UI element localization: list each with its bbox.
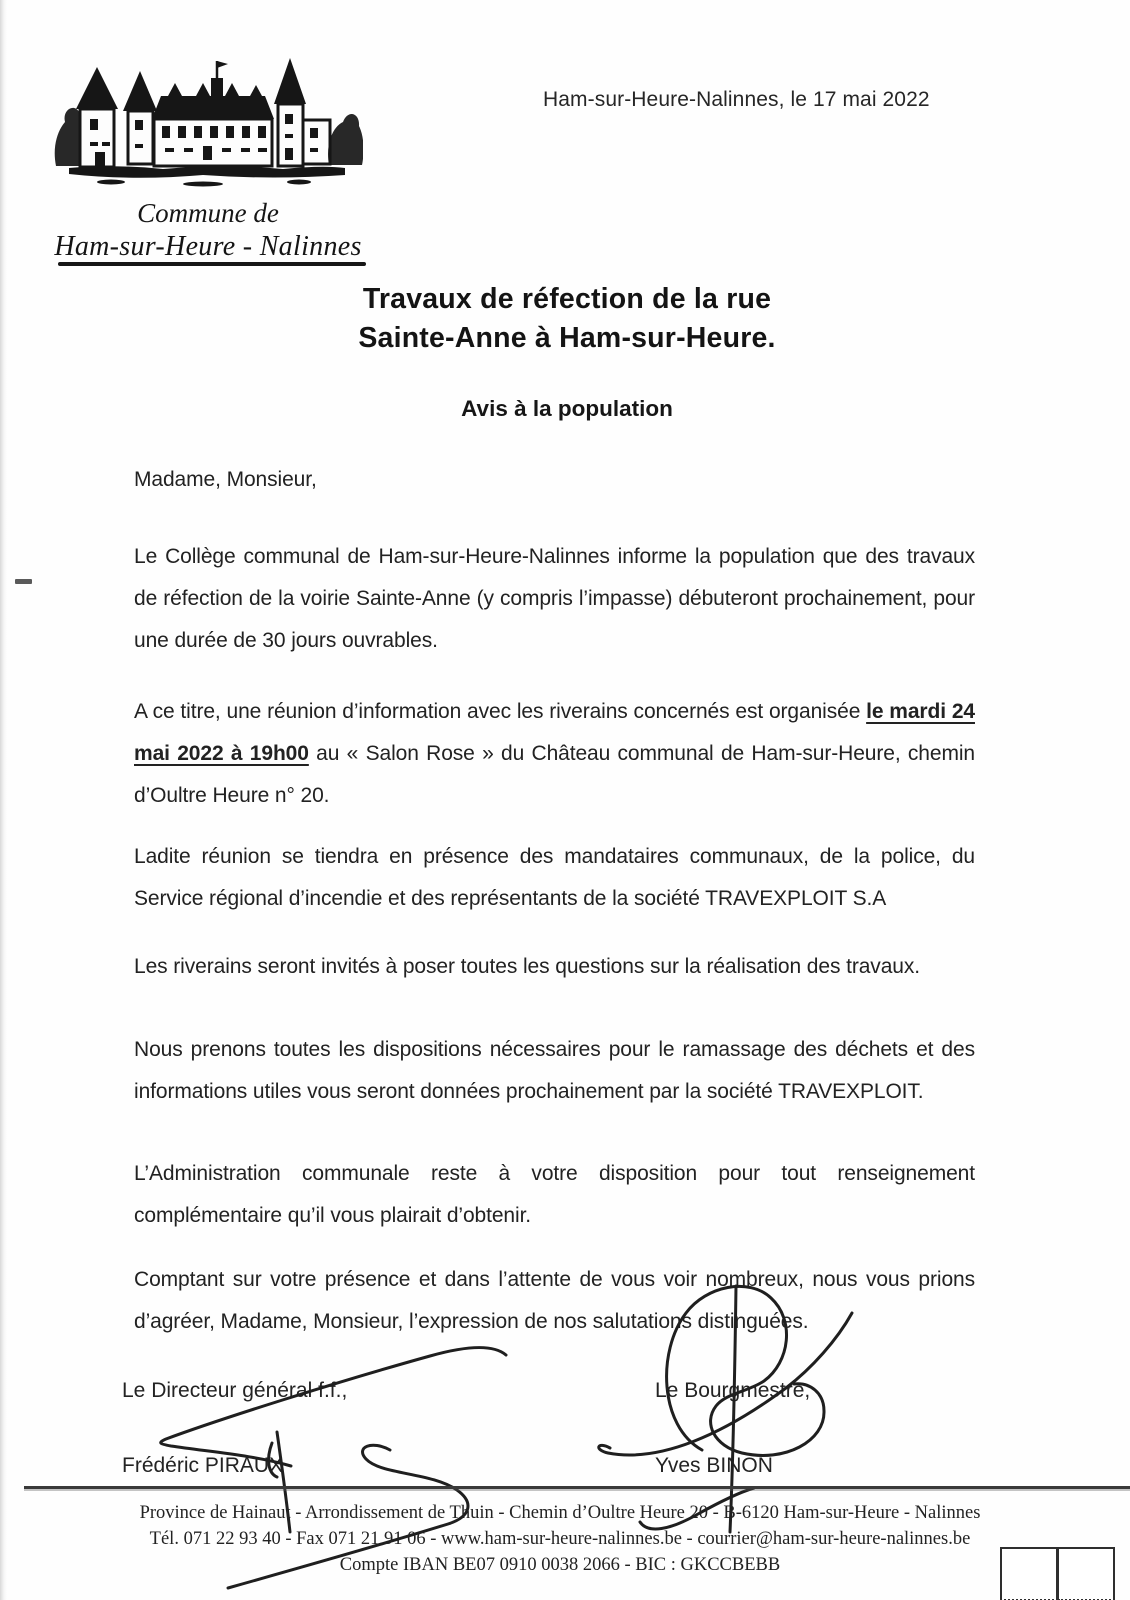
paragraph-attendees: Ladite réunion se tiendra en présence des mandataires communaux, de la police, du Service régional d’incendie et des représentants de la société TRAVEXPLOIT S.A <box>134 845 975 910</box>
meeting-date-highlight: le mardi 24 mai 2022 à 19h00 <box>134 700 975 765</box>
signature-name-piraux: Frédéric PIRAUX <box>122 1454 284 1477</box>
meeting-text-after: au « Salon Rose » du Château communal de Ham-sur-Heure, chemin d’Oultre Heure n° 20. <box>134 742 975 807</box>
date-line: Ham-sur-Heure-Nalinnes, le 17 mai 2022 <box>543 88 930 111</box>
letter-title <box>160 280 974 358</box>
footer-rule <box>24 1486 1130 1489</box>
org-name-line1: Commune de <box>137 198 279 228</box>
footer-bank-line: Compte IBAN BE07 0910 0038 2066 - BIC : GKCCBEBB <box>339 1555 781 1575</box>
paragraph-admin: L’Administration communale reste à votre disposition pour tout renseignement complémentaire qu’il vous plairait d’obtenir. <box>134 1162 975 1227</box>
stamp-box-right <box>1058 1547 1115 1600</box>
signature-role-bourgmestre: Le Bourgmestre, <box>655 1379 811 1402</box>
footer <box>75 1500 1045 1578</box>
letterhead-rule <box>58 262 366 266</box>
paragraph-meeting <box>134 691 975 817</box>
footer-contact-line: Tél. 071 22 93 40 - Fax 071 21 91 06 - www.ham-sur-heure-nalinnes.be - courrier@ham-sur-heure-nalinnes.be <box>149 1529 971 1549</box>
paragraph-intro: Le Collège communal de Ham-sur-Heure-Nalinnes informe la population que des travaux de réfection de la voirie Sainte-Anne (y compris l’impasse) débuteront prochainement, pour une durée de 30 jours ouvrables. <box>134 545 975 652</box>
salutation: Madame, Monsieur, <box>134 468 317 491</box>
signature-name-binon: Yves BINON <box>655 1454 773 1477</box>
letterhead <box>52 56 364 263</box>
letter-subtitle: Avis à la population <box>461 396 673 421</box>
meeting-text-before: A ce titre, une réunion d’information avec les riverains concernés est organisée <box>134 700 867 723</box>
paragraph-closing: Comptant sur votre présence et dans l’attente de vous voir nombreux, nous vous prions d’agréer, Madame, Monsieur, l’expression de nos salutations distinguées. <box>134 1268 975 1333</box>
letter-title-line2: Sainte-Anne à Ham-sur-Heure. <box>358 322 776 354</box>
stamp-box-left <box>1000 1547 1058 1600</box>
signature-role-director: Le Directeur général f.f., <box>122 1379 348 1402</box>
org-name-line2: Ham-sur-Heure - Nalinnes <box>54 231 362 262</box>
scan-edge-artifact <box>0 0 7 1600</box>
castle-engraving-icon <box>53 56 363 190</box>
letter-title-line1: Travaux de réfection de la rue <box>362 283 772 315</box>
paragraph-waste: Nous prenons toutes les dispositions nécessaires pour le ramassage des déchets et des informations utiles vous seront données prochainement par la société TRAVEXPLOIT. <box>134 1038 975 1103</box>
paragraph-questions: Les riverains seront invités à poser toutes les questions sur la réalisation des travaux. <box>134 955 921 978</box>
corner-stamp-boxes <box>1000 1547 1115 1600</box>
footer-address-line: Province de Hainaut - Arrondissement de Thuin - Chemin d’Oultre Heure 20 - B-6120 Ham-sur-Heure - Nalinnes <box>139 1503 981 1523</box>
fold-mark <box>15 579 32 584</box>
